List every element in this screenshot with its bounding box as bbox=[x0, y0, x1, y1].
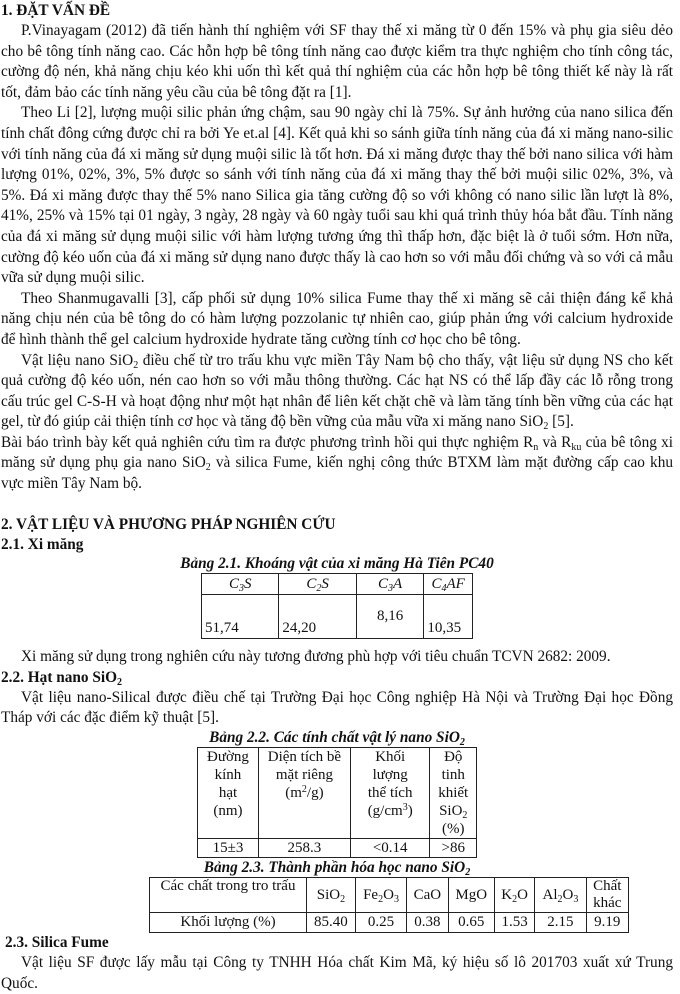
nano-silica-description: Vật liệu nano-Silical được điều chế tại Trường Đại học Công nghiệp Hà Nội và Trường Đại học Đồng Tháp với các đặc điểm kỹ thuật [5]. bbox=[1, 688, 673, 727]
header-bulk-density: Khối lượng thể tích $(g/cm^3)$ bbox=[350, 748, 430, 839]
section-2-2-heading: 2.2. Hạt nano SiO$_2$ bbox=[1, 668, 123, 688]
table-header-row bbox=[202, 573, 473, 595]
cell-c2s-value: 24,20 bbox=[279, 595, 356, 639]
cell-value: 9.19 bbox=[586, 913, 628, 933]
paragraph-li: Theo Li [2], lượng muội silic phản ứng chậm, sau 90 ngày chỉ là 75%. Sự ảnh hưởng của nano silica đến tính chất đông cứng được chỉ ra bởi Ye et.al [4]. Kết quả khi so sánh giữa tính năng của đá xi măng nano-silic với tính năng của đá xi măng sử dụng muội silic là tốt hơn. Đá xi măng được thay thế bởi nano silica với hàm lượng 01%, 02%, 3%, 5% được so sánh với tính năng của đá xi măng thay thế bởi muội silic 02%, 3%, và 5%. Đá xi măng được thay thế 5% nano Silica gia tăng cường độ so với không có nano silic lần lượt là 8%, 41%, 25% và 15% tại 01 ngày, 3 ngày, 28 ngày và 60 ngày tuổi sau khi quá trình thủy hóa bắt đầu. Tính năng của đá xi măng sử dụng muội silic với hàm lượng tương ứng thì thấp hơn, đặc biệt là ở tuổi sớm. Hơn nữa, cường độ kéo uốn của đá xi măng sử dụng nano được thấy là cao hơn so với mẫu đối chứng và so với cả mẫu vữa sử dụng muội silic. bbox=[1, 104, 673, 287]
cell-c3s-value: 51,74 bbox=[202, 595, 279, 639]
header-particle-diameter: Đường kính hạt (nm) bbox=[198, 748, 259, 839]
table-2-2-caption: Bảng 2.2. Các tính chất vật lý nano SiO$_2$ bbox=[209, 729, 465, 749]
table-row bbox=[198, 839, 477, 858]
silica-fume-description: Vật liệu SF được lấy mẫu tại Công ty TNHH Hóa chất Kim Mã, ký hiệu số lô 201703 xuất xứ Trung Quốc. bbox=[1, 954, 673, 992]
section-2-3-heading: 2.3. Silica Fume bbox=[5, 934, 109, 952]
cell-purity-value: >86 bbox=[430, 839, 477, 858]
paragraph-objective: Bài báo trình bày kết quả nghiên cứu tìm ra được phương trình hồi qui thực nghiệm $R_n$ và $R_{ku}$ của bê tông xi măng sử dụng phụ gia nano SiO$_2$ và silica Fume, kiến nghị công thức BTXM làm mặt đường cấp cao khu vực miền Tây Nam bộ. bbox=[1, 433, 673, 493]
header-c3s: $C_3S$ bbox=[202, 573, 279, 595]
header-purity: Độ tinh khiết SiO$_2$ (%) bbox=[430, 748, 477, 839]
header-c4af: $C_4AF$ bbox=[424, 573, 473, 595]
cell-surface-value: 258.3 bbox=[258, 839, 350, 858]
paragraph-nano-sio2: Vật liệu nano SiO$_2$ điều chế từ tro trấu khu vực miền Tây Nam bộ cho thấy, vật liệu sử dụng NS cho kết quả cường độ kéo uốn, nén cao hơn so với mẫu thông thường. Các hạt NS có thể lấp đầy các lỗ rỗng trong cấu trúc gel C-S-H và hoạt động như một hạt nhân để liên kết chặt chẽ và làm tăng tính bền vững của các hạt gel, từ đó giúp cải thiện tính cơ học và tăng độ bền vững của mẫu vữa xi măng nano SiO$_2$ [5]. bbox=[1, 351, 673, 433]
table-2-1-caption: Bảng 2.1. Khoáng vật của xi măng Hà Tiên PC40 bbox=[180, 554, 494, 572]
cell-diameter-value: 15±3 bbox=[198, 839, 259, 858]
header-fe2o3: $Fe_2O_3$ bbox=[355, 878, 406, 913]
header-k2o: $K_2O$ bbox=[494, 878, 534, 913]
cell-density-value: <0.14 bbox=[350, 839, 430, 858]
header-c3a: $C_3A$ bbox=[356, 573, 424, 595]
section-2-1-heading: 2.1. Xi măng bbox=[1, 535, 84, 553]
header-al2o3: $Al_2O_3$ bbox=[535, 878, 586, 913]
cell-value: 0.38 bbox=[407, 913, 448, 933]
table-row bbox=[202, 595, 473, 639]
paragraph-shanmugavalli: Theo Shanmugavalli [3], cấp phối sử dụng 10% silica Fume thay thế xi măng sẽ cải thiện đáng kể khả năng chịu nén của bê tông do có hàm lượng pozzolanic tự nhiên cao, giúp phản ứng với calcium hydroxide để hình thành thể gel calcium hydroxide hydrate tăng cường tính cơ học cho bê tông. bbox=[1, 289, 673, 348]
cell-value: 1.53 bbox=[494, 913, 534, 933]
table-2-3-caption: Bảng 2.3. Thành phần hóa học nano SiO$_2$ bbox=[203, 859, 471, 879]
cell-c4af-value: 10,35 bbox=[424, 595, 473, 639]
header-other: Chất khác bbox=[586, 878, 628, 913]
header-mgo: MgO bbox=[448, 878, 494, 913]
table-header-row bbox=[198, 748, 477, 839]
table-2-1-cement-minerals bbox=[201, 573, 473, 640]
table-row bbox=[150, 913, 629, 933]
table-2-3-chemical-composition bbox=[149, 877, 629, 933]
cell-value: 2.15 bbox=[535, 913, 586, 933]
header-c2s: $C_2S$ bbox=[279, 573, 356, 595]
header-rice-husk-compounds: Các chất trong tro trấu bbox=[150, 878, 307, 913]
header-cao: CaO bbox=[407, 878, 448, 913]
cell-value: 85.40 bbox=[307, 913, 356, 933]
cell-value: 0.25 bbox=[355, 913, 406, 933]
section-2-heading: 2. VẬT LIỆU VÀ PHƯƠNG PHÁP NGHIÊN CỨU bbox=[1, 515, 336, 533]
cell-value: 0.65 bbox=[448, 913, 494, 933]
section-1-heading: 1. ĐẶT VẤN ĐỀ bbox=[1, 2, 111, 19]
header-specific-surface: Diện tích bề mặt riêng $(m^2/g)$ bbox=[258, 748, 350, 839]
row-label-mass: Khối lượng (%) bbox=[150, 913, 307, 933]
table-2-2-physical-properties bbox=[197, 747, 477, 858]
cement-standard-note: Xi măng sử dụng trong nghiên cứu này tương đương phù hợp với tiêu chuẩn TCVN 2682: 2009. bbox=[21, 648, 611, 666]
paragraph-vinayagam: P.Vinayagam (2012) đã tiến hành thí nghiệm với SF thay thế xi măng từ 0 đến 15% và phụ gia siêu dẻo cho bê tông tính năng cao. Các hỗn hợp bê tông tính năng cao được kiểm tra thực nghiệm cho tính công tác, cường độ nén, khả năng chịu kéo khi uốn thì kết quả thí nghiệm của các hỗn hợp bê tông thiết kế này là rất tốt, đảm bảo các tính năng yêu cầu của bê tông đặt ra [1]. bbox=[1, 22, 673, 101]
table-header-row bbox=[150, 878, 629, 913]
header-sio2: SiO$_2$ bbox=[307, 878, 356, 913]
cell-c3a-value: 8,16 bbox=[356, 595, 424, 639]
